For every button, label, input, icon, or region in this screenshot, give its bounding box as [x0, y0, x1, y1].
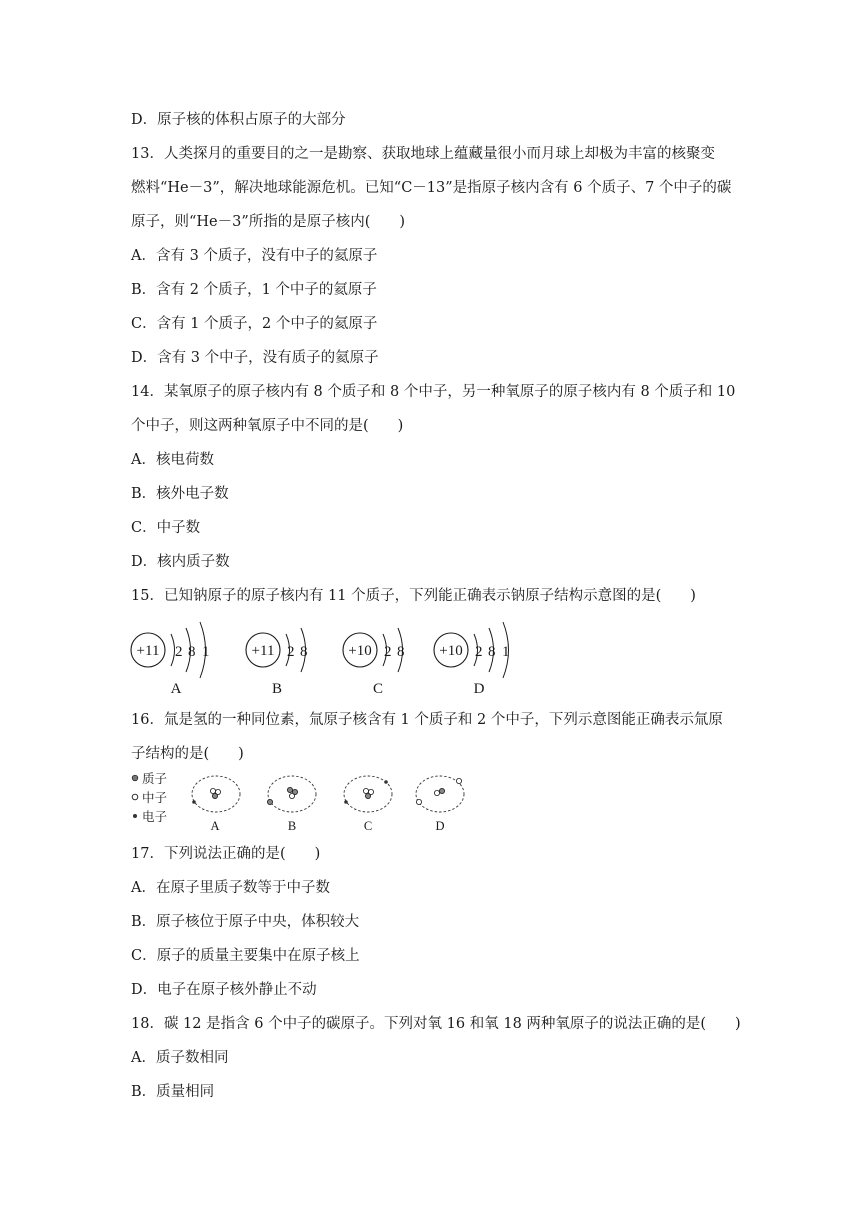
question-16-line-1: 16．氚是氢的一种同位素，氚原子核含有 1 个质子和 2 个中子，下列示意图能正确表示氚原: [131, 712, 723, 728]
question-14-line-2: 个中子，则这两种氧原子中不同的是( ): [131, 418, 404, 434]
legend-electron-label: 电子: [142, 809, 168, 824]
option-13-prev-d: D．原子核的体积占原子的大部分: [131, 112, 346, 128]
option-13-d: D．含有 3 个中子，没有质子的氦原子: [131, 350, 379, 366]
option-label: B: [271, 681, 283, 697]
shell-3-count: 1: [202, 644, 210, 660]
option-label: C: [363, 819, 373, 833]
option-18-b: B．质量相同: [131, 1084, 215, 1100]
option-label: B: [287, 819, 297, 833]
shell-2-count: 8: [488, 644, 496, 660]
figure-16-option-a: [192, 776, 240, 833]
shell-1-count: 2: [384, 644, 392, 660]
question-18: 18．碳 12 是指含 6 个中子的碳原子。下列对氧 16 和氧 18 两种氧原子的说法正确的是( ): [131, 1016, 741, 1032]
option-18-a: A．质子数相同: [131, 1050, 229, 1066]
shell-1-count: 2: [175, 644, 183, 660]
electron-legend-icon: [133, 814, 137, 818]
question-13-line-2: 燃料“He－3”，解决地球能源危机。已知“C－13”是指原子核内含有 6 个质子、7 个中子的碳: [131, 180, 732, 196]
option-14-d: D．核内质子数: [131, 554, 230, 570]
nucleus-charge: +11: [251, 643, 275, 659]
option-17-d: D．电子在原子核外静止不动: [131, 982, 317, 998]
shell-2-count: 8: [300, 644, 308, 660]
proton-legend-icon: [132, 775, 138, 781]
shell-1-count: 2: [287, 644, 295, 660]
figure-16-tritium-diagrams: [128, 768, 488, 836]
figure-16-option-c: [344, 776, 392, 833]
option-14-c: C．中子数: [131, 520, 201, 536]
figure-15-atom-diagrams: [128, 616, 528, 698]
question-13-line-1: 13．人类探月的重要目的之一是勘察、获取地球上蕴藏量很小而月球上却极为丰富的核聚变: [131, 146, 715, 162]
question-16-line-2: 子结构的是( ): [131, 746, 244, 762]
nucleus-charge: +10: [348, 643, 372, 659]
option-17-b: B．原子核位于原子中央，体积较大: [131, 914, 360, 930]
legend-proton-label: 质子: [142, 771, 168, 786]
shell-2-count: 8: [188, 644, 196, 660]
question-17: 17．下列说法正确的是( ): [131, 846, 321, 862]
nucleus-charge: +11: [136, 643, 160, 659]
legend-neutron-label: 中子: [142, 790, 168, 805]
shell-3-count: 1: [502, 644, 510, 660]
question-13-line-3: 原子，则“He－3”所指的是原子核内( ): [131, 214, 406, 230]
figure-15-option-c: [343, 628, 405, 697]
figure-16-option-d: [416, 776, 464, 833]
figure-15-option-d: [434, 622, 510, 697]
option-label: D: [435, 819, 445, 833]
nucleus-charge: +10: [439, 643, 463, 659]
option-14-b: B．核外电子数: [131, 486, 229, 502]
neutron-legend-icon: [132, 794, 138, 800]
option-17-c: C．原子的质量主要集中在原子核上: [131, 948, 360, 964]
shell-2-count: 8: [397, 644, 405, 660]
option-13-b: B．含有 2 个质子，1 个中子的氦原子: [131, 282, 377, 298]
option-13-c: C．含有 1 个质子，2 个中子的氦原子: [131, 316, 378, 332]
figure-16-option-b: [267, 776, 316, 833]
figure-15-option-b: [246, 628, 308, 697]
question-14-line-1: 14．某氧原子的原子核内有 8 个质子和 8 个中子，另一种氧原子的原子核内有 8 个质子和 10: [131, 384, 736, 400]
option-label: A: [210, 819, 220, 833]
option-label: C: [372, 681, 384, 697]
option-label: A: [170, 681, 182, 697]
option-13-a: A．含有 3 个质子，没有中子的氦原子: [131, 248, 378, 264]
question-15: 15．已知钠原子的原子核内有 11 个质子，下列能正确表示钠原子结构示意图的是( ): [131, 588, 696, 604]
option-14-a: A．核电荷数: [131, 452, 214, 468]
option-17-a: A．在原子里质子数等于中子数: [131, 880, 330, 896]
shell-1-count: 2: [475, 644, 483, 660]
legend: [132, 771, 167, 824]
option-label: D: [473, 681, 485, 697]
figure-15-option-a: [131, 622, 210, 697]
